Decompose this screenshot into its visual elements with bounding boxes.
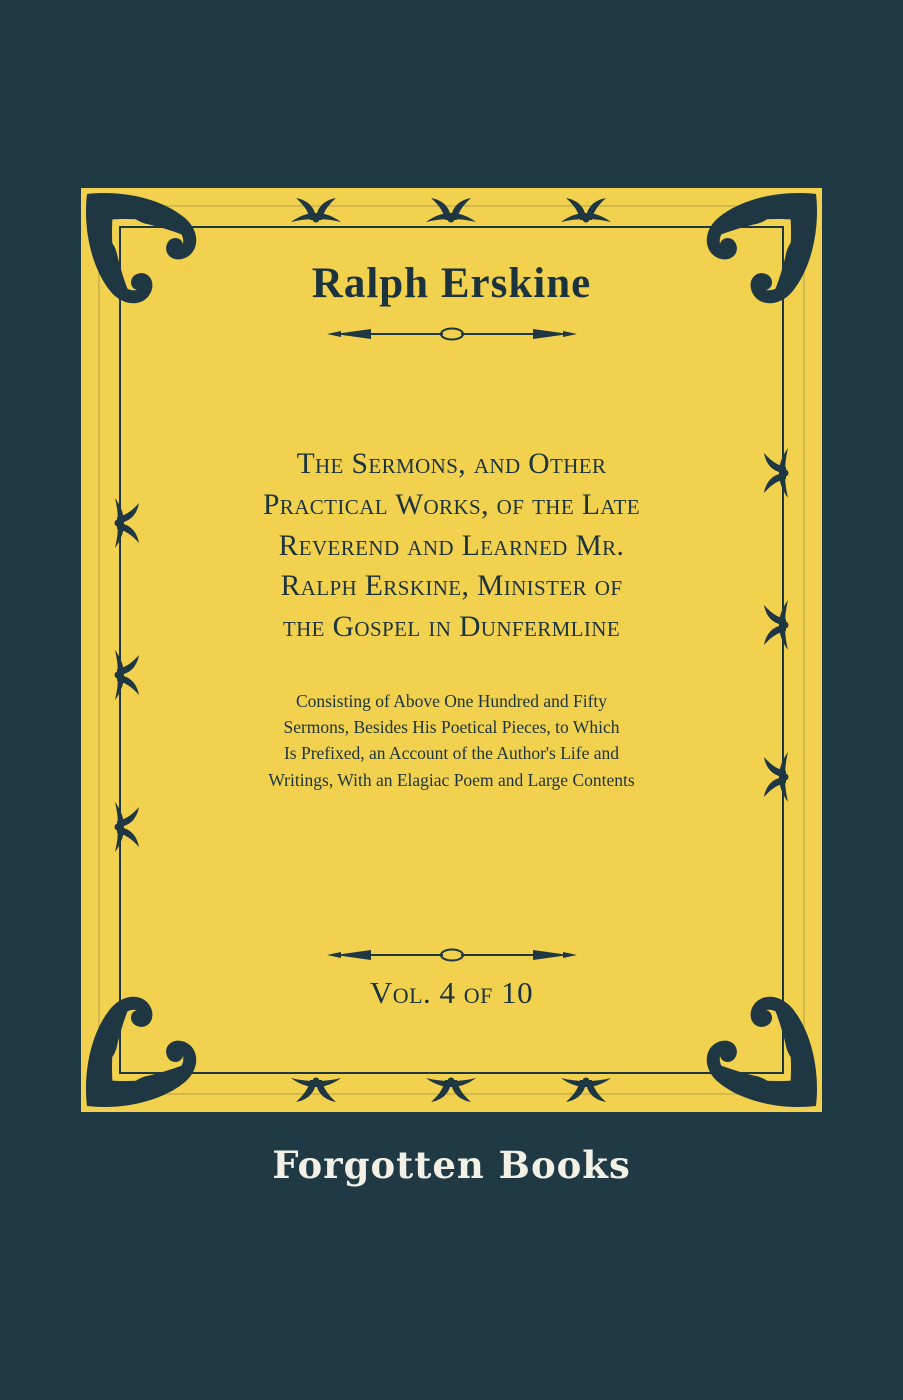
divider-ornament-top-icon — [327, 325, 577, 343]
volume-area — [119, 928, 784, 1011]
volume-label: Vol. 4 of 10 — [369, 975, 534, 1010]
book-cover-panel — [81, 188, 822, 1112]
title-line: Practical Works, of the Late — [263, 489, 640, 521]
subtitle-line: Consisting of Above One Hundred and Fifty — [295, 690, 608, 711]
book-title — [171, 444, 732, 648]
divider-ornament-bottom-icon — [327, 946, 577, 964]
subtitle-line: Writings, With an Elagiac Poem and Large Contents — [268, 769, 635, 790]
title-line: The Sermons, and Other — [296, 448, 607, 481]
author-name: Ralph Erskine — [311, 260, 592, 307]
publisher-imprint — [0, 1143, 903, 1187]
book-subtitle — [171, 688, 732, 793]
subtitle-line: Is Prefixed, an Account of the Author's Life and — [283, 743, 620, 764]
subtitle-line: Sermons, Besides His Poetical Pieces, to Which — [283, 717, 620, 738]
title-line: the Gospel in Dunfermline — [282, 611, 621, 644]
title-line: Ralph Erskine, Minister of — [280, 570, 623, 603]
publisher-name: Forgotten Books — [272, 1143, 631, 1187]
title-line: Reverend and Learned Mr. — [278, 529, 625, 562]
cover-text-block — [119, 226, 784, 1074]
